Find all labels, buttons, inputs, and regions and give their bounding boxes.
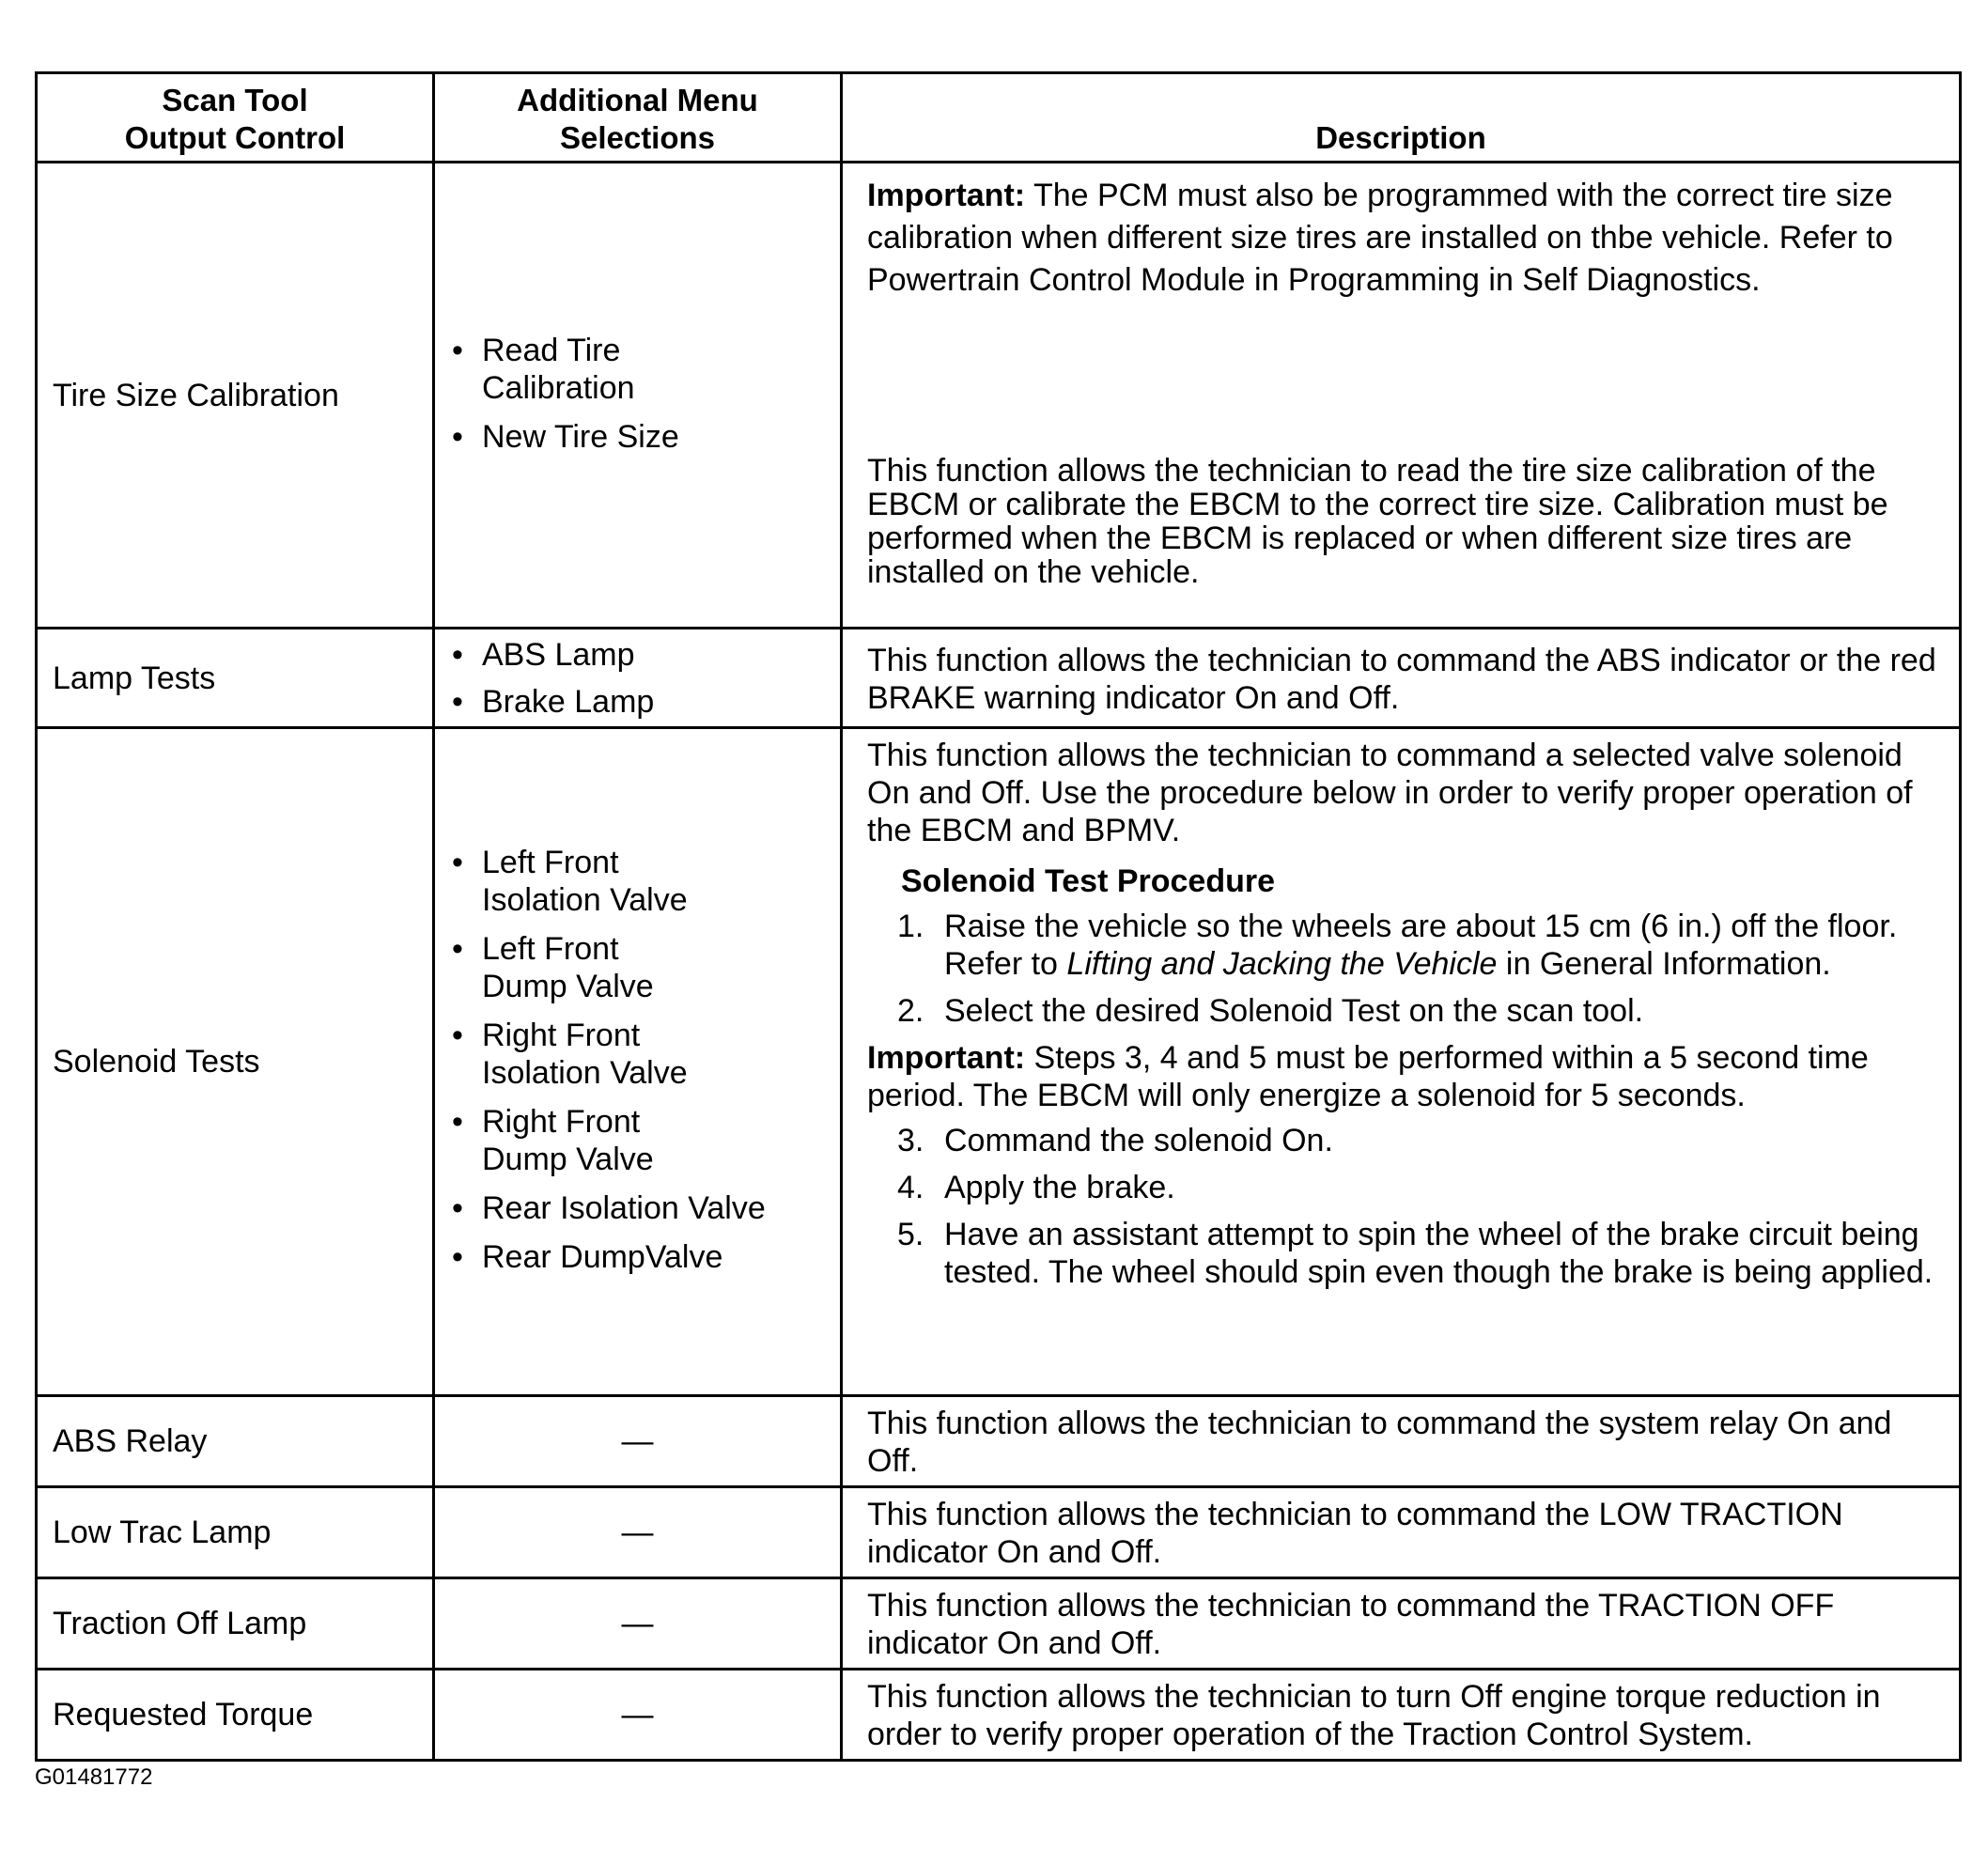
step-text: Raise the vehicle so the wheels are about 15 cm (6 in.) off the floor. Refer to	[944, 909, 1898, 982]
list-item: • Right Front Isolation Valve	[482, 1017, 689, 1092]
description-cell	[842, 728, 1961, 1396]
list-item: • Brake Lamp	[482, 683, 840, 721]
table-row	[37, 1487, 1961, 1578]
list-item: • New Tire Size	[482, 418, 840, 456]
step-number: 4.	[897, 1170, 924, 1205]
step-number: 3.	[897, 1123, 924, 1158]
selections-cell	[434, 1670, 842, 1761]
selections-cell	[434, 728, 842, 1396]
important-text: The PCM must also be programmed with the correct tire size calibration when different size tires are installed on thbe vehicle. Refer to Powertrain Control Module in Programming in Self Diagnostics.	[867, 178, 1893, 298]
procedure-steps	[867, 1122, 1946, 1291]
list-item: • Read Tire Calibration	[482, 332, 642, 407]
selections-cell	[434, 1487, 842, 1578]
important-note	[867, 175, 1946, 302]
header-scan-tool-output-control	[37, 73, 434, 163]
important-note	[867, 1039, 1946, 1114]
list-item: • Left Front Isolation Valve	[482, 844, 689, 919]
step-text: Select the desired Solenoid Test on the scan tool.	[944, 993, 1644, 1029]
selections-cell	[434, 1396, 842, 1487]
table-row	[37, 728, 1961, 1396]
list-item	[897, 1122, 1946, 1159]
important-text: Steps 3, 4 and 5 must be performed within a 5 second time period. The EBCM will only energize a solenoid for 5 seconds.	[867, 1040, 1869, 1113]
description-cell: This function allows the technician to command the TRACTION OFF indicator On and Off.	[842, 1578, 1961, 1670]
header-line: Additional Menu	[517, 83, 758, 117]
header-description	[842, 73, 1961, 163]
table-row	[37, 163, 1961, 629]
figure-id: G01481772	[35, 1764, 153, 1790]
step-reference: Lifting and Jacking the Vehicle	[1066, 946, 1498, 982]
list-item	[897, 992, 1946, 1030]
important-label: Important:	[867, 1040, 1026, 1076]
control-cell: Tire Size Calibration	[37, 163, 434, 629]
header-additional-menu-selections	[434, 73, 842, 163]
step-text: Have an assistant attempt to spin the wheel of the brake circuit being tested. The wheel should spin even though the brake is being applied.	[944, 1217, 1934, 1290]
step-text: Command the solenoid On.	[944, 1123, 1333, 1158]
selections-cell	[434, 1578, 842, 1670]
list-item	[897, 1216, 1946, 1291]
selection-list	[435, 636, 840, 721]
empty-dash: —	[621, 1423, 654, 1459]
empty-dash: —	[621, 1515, 654, 1550]
empty-dash: —	[621, 1606, 654, 1641]
control-cell: Lamp Tests	[37, 629, 434, 728]
description-text: This function allows the technician to read the tire size calibration of the EBCM or calibrate the EBCM to the correct tire size. Calibration must be performed when the EBCM is replaced or when different size tires are installed on the vehicle.	[867, 453, 1888, 590]
control-cell: ABS Relay	[37, 1396, 434, 1487]
table-row	[37, 1578, 1961, 1670]
description-cell: This function allows the technician to turn Off engine torque reduction in order to verify proper operation of the Traction Control System.	[842, 1670, 1961, 1761]
header-row	[37, 73, 1961, 163]
control-cell: Low Trac Lamp	[37, 1487, 434, 1578]
list-item	[897, 908, 1946, 983]
header-line: Scan Tool	[162, 83, 308, 117]
list-item	[897, 1169, 1946, 1206]
procedure-title: Solenoid Test Procedure	[901, 863, 1276, 899]
description-cell: This function allows the technician to command the ABS indicator or the red BRAKE warning indicator On and Off.	[842, 629, 1961, 728]
header-line: Output Control	[124, 120, 346, 155]
description-cell	[842, 163, 1961, 629]
list-item: • ABS Lamp	[482, 636, 840, 674]
step-text: Apply the brake.	[944, 1170, 1175, 1205]
control-cell: Requested Torque	[37, 1670, 434, 1761]
control-cell: Solenoid Tests	[37, 728, 434, 1396]
table-row	[37, 629, 1961, 728]
selections-cell	[434, 163, 842, 629]
procedure-steps	[867, 908, 1946, 1030]
list-item: • Right Front Dump Valve	[482, 1103, 689, 1178]
scan-tool-output-control-table	[35, 71, 1962, 1762]
step-number: 5.	[897, 1217, 924, 1252]
step-number: 1.	[897, 909, 924, 944]
list-item: • Rear Isolation Valve	[482, 1189, 840, 1227]
control-cell: Traction Off Lamp	[37, 1578, 434, 1670]
list-item: • Left Front Dump Valve	[482, 930, 689, 1005]
step-text: in General Information.	[1505, 946, 1831, 982]
description-cell: This function allows the technician to command the LOW TRACTION indicator On and Off.	[842, 1487, 1961, 1578]
description-text: This function allows the technician to command a selected valve solenoid On and Off. Use the procedure below in order to verify proper operation of the EBCM and BPMV.	[867, 738, 1913, 848]
empty-dash: —	[621, 1697, 654, 1732]
selections-cell	[434, 629, 842, 728]
step-number: 2.	[897, 993, 924, 1029]
important-label: Important:	[867, 178, 1026, 213]
header-line: Description	[1315, 120, 1486, 155]
description-cell: This function allows the technician to command the system relay On and Off.	[842, 1396, 1961, 1487]
table-row	[37, 1396, 1961, 1487]
selection-list	[435, 844, 840, 1276]
header-line: Selections	[559, 120, 716, 155]
list-item: • Rear DumpValve	[482, 1238, 840, 1276]
selection-list	[435, 332, 840, 456]
table-row	[37, 1670, 1961, 1761]
